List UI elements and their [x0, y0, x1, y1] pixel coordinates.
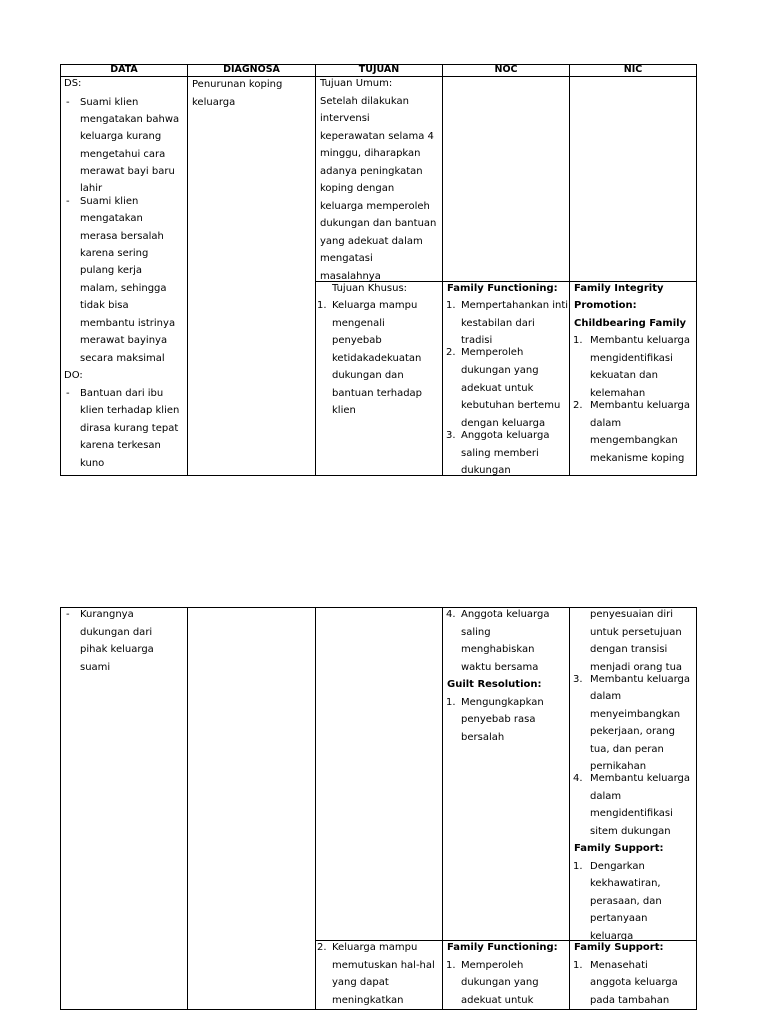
tujuan-line: intervensi — [320, 113, 370, 124]
nic-line: kekuatan dan — [590, 370, 658, 381]
table2-col-line — [315, 607, 316, 1010]
data-line: pulang kerja — [80, 265, 143, 276]
nic-line: kelemahan — [590, 388, 646, 399]
nic-fs-title: Family Support: — [574, 942, 664, 953]
number-marker: 4. — [573, 773, 583, 784]
nic-title: Family Integrity — [574, 283, 664, 294]
data-line: kuno — [80, 458, 105, 469]
nic-line: Dengarkan — [590, 861, 645, 872]
data-line: dukungan dari — [80, 627, 153, 638]
noc-line: bersalah — [461, 732, 505, 743]
data-line: suami — [80, 662, 111, 673]
bullet-dash: - — [66, 97, 70, 108]
number-marker: 4. — [446, 609, 456, 620]
noc-guilt-title: Guilt Resolution: — [447, 679, 542, 690]
header-tujuan: TUJUAN — [358, 64, 400, 75]
tujuan-line: Setelah dilakukan — [320, 96, 409, 107]
nic-line: kekhawatiran, — [590, 878, 661, 889]
noc-line: adekuat untuk — [461, 995, 534, 1006]
nic-line: anggota keluarga — [590, 977, 678, 988]
nic-line: mekanisme koping — [590, 453, 685, 464]
nic-title: Promotion: — [574, 300, 637, 311]
bullet-dash: - — [66, 609, 70, 620]
noc-line: kestabilan dari — [461, 318, 535, 329]
noc-line: Mengungkapkan — [461, 697, 544, 708]
tujuan-khusus-line: mengenali — [332, 318, 385, 329]
nic-line: dalam — [590, 791, 622, 802]
table2-col-line — [187, 607, 188, 1010]
data-line: malam, sehingga — [80, 283, 167, 294]
header-nic: NIC — [623, 64, 643, 75]
nic-line: Membantu keluarga — [590, 335, 691, 346]
nic-line: mengidentifikasi — [590, 353, 673, 364]
table1-col-line — [60, 64, 61, 476]
number-marker: 1. — [317, 300, 327, 311]
tujuan-khusus-line: ketidakadekuatan — [332, 353, 422, 364]
nic-line: penyesuaian diri — [590, 609, 674, 620]
tujuan-khusus-line: dukungan dan — [332, 370, 404, 381]
data-line: secara maksimal — [80, 353, 165, 364]
nic-support-title: Family Support: — [574, 843, 664, 854]
tujuan-khusus-line: meningkatkan — [332, 995, 404, 1006]
tujuan-khusus-line: bantuan terhadap — [332, 388, 423, 399]
nic-line: keluarga — [590, 931, 634, 942]
nic-line: mengidentifikasi — [590, 808, 673, 819]
data-line: klien terhadap klien — [80, 405, 180, 416]
data-line: mengatakan bahwa — [80, 114, 180, 125]
table1-col-line — [187, 64, 188, 476]
diagnosa-line: Penurunan koping — [192, 79, 283, 90]
data-line: Suami klien — [80, 97, 139, 108]
nic-line: Membantu keluarga — [590, 674, 691, 685]
table1-col-line — [569, 64, 570, 476]
tujuan-line: yang adekuat dalam — [320, 236, 423, 247]
header-diagnosa: DIAGNOSA — [223, 64, 280, 75]
data-line: lahir — [80, 183, 103, 194]
header-data: DATA — [110, 64, 138, 75]
nic-line: Menasehati — [590, 960, 648, 971]
nic-line: dalam — [590, 691, 622, 702]
tujuan-line: keperawatan selama 4 — [320, 131, 434, 142]
data-line: keluarga kurang — [80, 131, 162, 142]
number-marker: 2. — [573, 400, 583, 411]
nic-line: dengan transisi — [590, 644, 668, 655]
tujuan-line: adanya peningkatan — [320, 166, 423, 177]
data-line: mengetahui cara — [80, 149, 166, 160]
diagnosa-line: keluarga — [192, 97, 236, 108]
table2-col-line — [60, 607, 61, 1010]
tujuan-line: dukungan dan bantuan — [320, 218, 437, 229]
header-noc: NOC — [494, 64, 518, 75]
tujuan-khusus-label: Tujuan Khusus: — [332, 283, 408, 294]
data-line: dirasa kurang tepat — [80, 423, 179, 434]
tujuan-khusus-line: Keluarga mampu — [332, 300, 418, 311]
number-marker: 1. — [573, 861, 583, 872]
nic-line: menjadi orang tua — [590, 662, 683, 673]
nic-line: pernikahan — [590, 761, 647, 772]
data-line: karena sering — [80, 248, 149, 259]
noc-line: dukungan yang — [461, 365, 539, 376]
noc-line: Memperoleh — [461, 960, 524, 971]
nic-line: pertanyaan — [590, 913, 648, 924]
data-line: Kurangnya — [80, 609, 134, 620]
nic-line: Membantu keluarga — [590, 773, 691, 784]
nic-line: perasaan, dan — [590, 896, 662, 907]
noc-line: dukungan yang — [461, 977, 539, 988]
noc-line: Memperoleh — [461, 347, 524, 358]
number-marker: 3. — [446, 430, 456, 441]
nic-title: Childbearing Family — [574, 318, 687, 329]
bullet-dash: - — [66, 196, 70, 207]
number-marker: 1. — [573, 335, 583, 346]
tujuan-khusus-line: klien — [332, 405, 356, 416]
table1-col-line — [442, 64, 443, 476]
table1-col-line — [315, 64, 316, 476]
nic-line: tua, dan peran — [590, 744, 664, 755]
data-line: pihak keluarga — [80, 644, 154, 655]
nic-line: untuk persetujuan — [590, 627, 682, 638]
ds-label: DS: — [64, 78, 82, 89]
nic-line: sitem dukungan — [590, 826, 671, 837]
nic-line: pekerjaan, orang — [590, 726, 675, 737]
do-label: DO: — [64, 370, 83, 381]
noc-line: dengan keluarga — [461, 418, 546, 429]
table2-col-line — [696, 607, 697, 1010]
number-marker: 2. — [446, 347, 456, 358]
number-marker: 1. — [446, 960, 456, 971]
bullet-dash: - — [66, 388, 70, 399]
data-line: merawat bayi baru — [80, 166, 175, 177]
data-line: tidak bisa — [80, 300, 129, 311]
tujuan-line: koping dengan — [320, 183, 395, 194]
noc-ff-title: Family Functioning: — [447, 942, 558, 953]
number-marker: 1. — [446, 300, 456, 311]
tujuan-khusus-line: Keluarga mampu — [332, 942, 418, 953]
table2-col-line — [442, 607, 443, 1010]
noc-line: penyebab rasa — [461, 714, 536, 725]
tujuan-line: Tujuan Umum: — [320, 78, 393, 89]
tujuan-khusus-line: penyebab — [332, 335, 382, 346]
data-line: membantu istrinya — [80, 318, 176, 329]
noc-line: saling memberi — [461, 448, 539, 459]
nic-line: dalam — [590, 418, 622, 429]
noc-line: waktu bersama — [461, 662, 539, 673]
noc-line: saling — [461, 627, 491, 638]
tujuan-line: masalahnya — [320, 271, 381, 282]
data-line: merasa bersalah — [80, 231, 164, 242]
data-line: Suami klien — [80, 196, 139, 207]
nic-line: mengembangkan — [590, 435, 678, 446]
noc-title: Family Functioning: — [447, 283, 558, 294]
noc-line: kebutuhan bertemu — [461, 400, 561, 411]
data-line: mengatakan — [80, 213, 143, 224]
noc-line: adekuat untuk — [461, 383, 534, 394]
data-line: karena terkesan — [80, 440, 161, 451]
data-line: Bantuan dari ibu — [80, 388, 164, 399]
noc-line: menghabiskan — [461, 644, 535, 655]
number-marker: 3. — [573, 674, 583, 685]
noc-line: tradisi — [461, 335, 493, 346]
number-marker: 2. — [317, 942, 327, 953]
table1-col-line — [696, 64, 697, 476]
table1-bottom-border — [60, 475, 697, 476]
number-marker: 1. — [573, 960, 583, 971]
noc-line: Anggota keluarga — [461, 430, 550, 441]
tujuan-khusus-line: yang dapat — [332, 977, 389, 988]
tujuan-line: minggu, diharapkan — [320, 148, 421, 159]
data-line: merawat bayinya — [80, 335, 168, 346]
nic-line: menyeimbangkan — [590, 709, 681, 720]
tujuan-line: mengatasi — [320, 253, 373, 264]
noc-line: Anggota keluarga — [461, 609, 550, 620]
table2-col-line — [569, 607, 570, 1010]
nic-line: Membantu keluarga — [590, 400, 691, 411]
noc-line: dukungan — [461, 465, 511, 476]
noc-line: Mempertahankan inti — [461, 300, 569, 311]
number-marker: 1. — [446, 697, 456, 708]
nic-line: pada tambahan — [590, 995, 670, 1006]
tujuan-line: keluarga memperoleh — [320, 201, 430, 212]
tujuan-khusus-line: memutuskan hal-hal — [332, 960, 435, 971]
